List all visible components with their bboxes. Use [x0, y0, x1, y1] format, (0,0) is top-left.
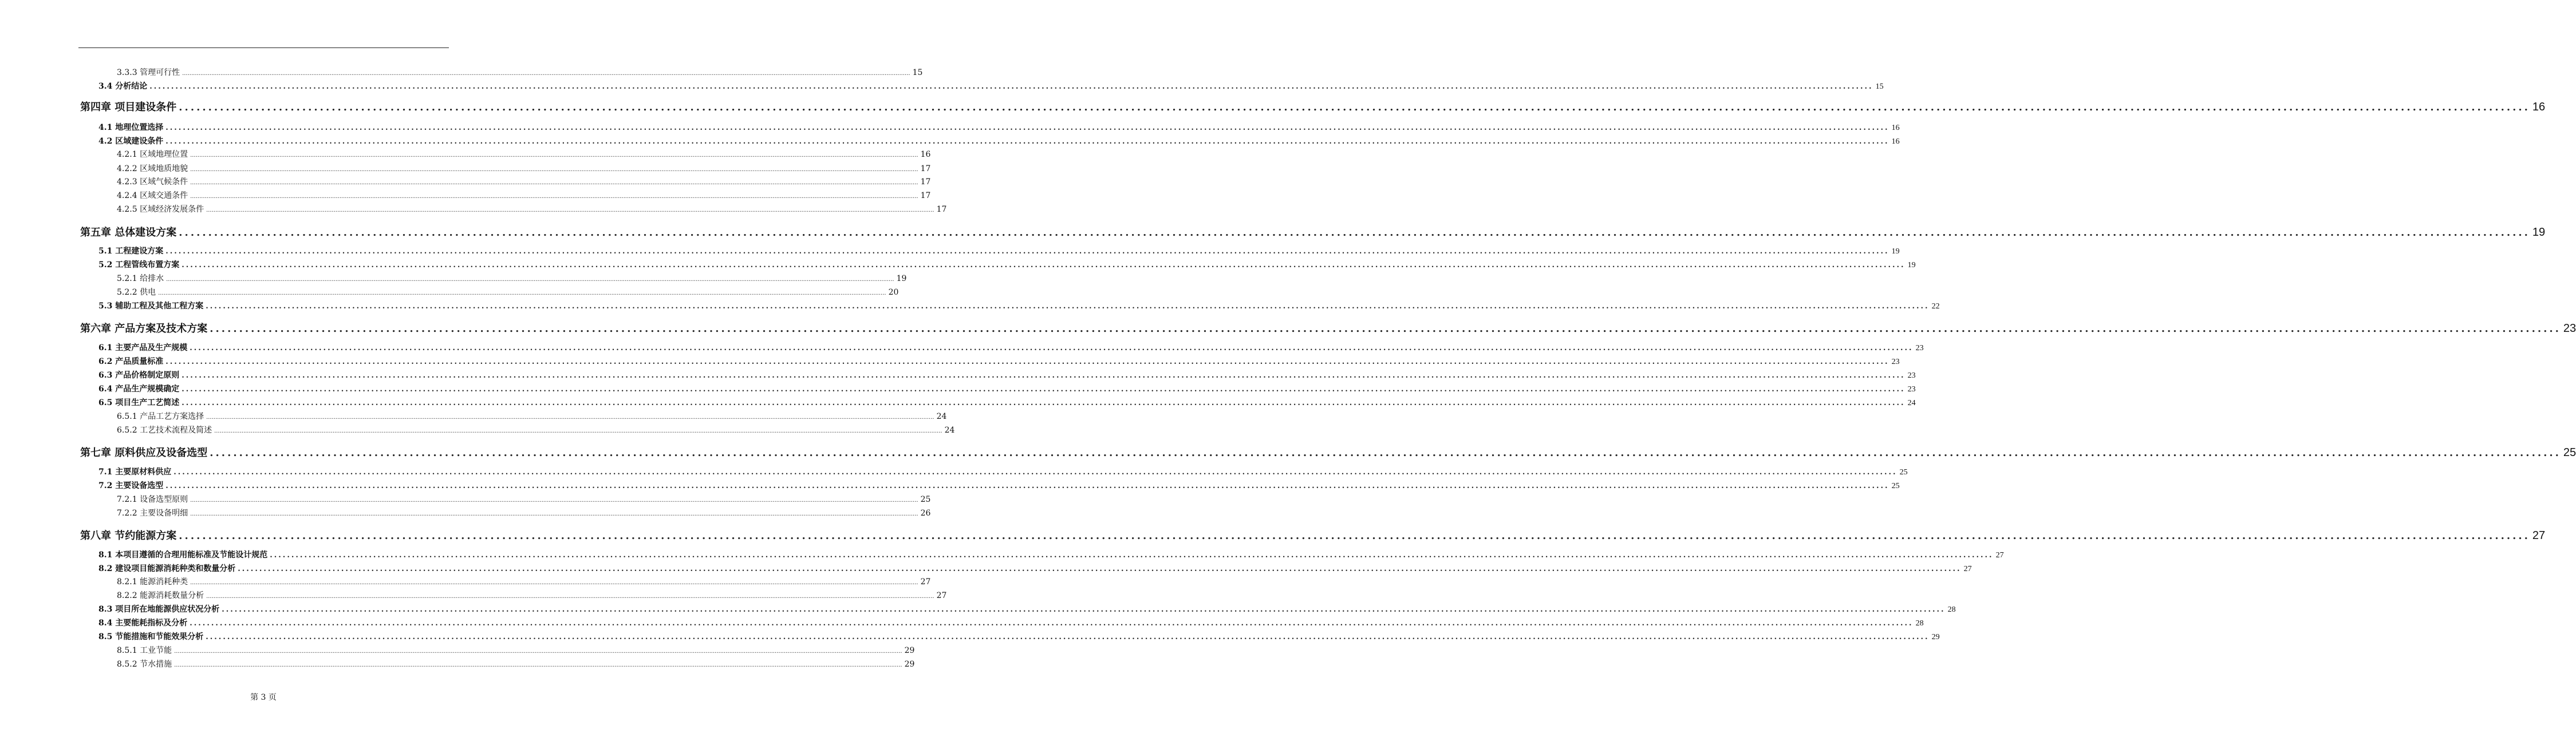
toc-subsection-entry[interactable]: [117, 644, 915, 656]
toc-entry-label: 5.3 辅助工程及其他工程方案: [98, 302, 204, 311]
toc-entry-label: 5.2 工程管线布置方案: [98, 260, 180, 270]
toc-section-entry[interactable]: [98, 369, 1916, 381]
toc-section-entry[interactable]: [98, 397, 1916, 408]
toc-leader-dots: ................................................................................................................................................................................................................................................................................................................................................................................................................: [165, 124, 1889, 132]
page-number: 第 3 页: [250, 693, 277, 702]
toc-leader-dots: ................................................................................................................................................................................................................................................................................................................................................................................................................: [165, 137, 1889, 146]
toc-entry-label: 8.2 建设项目能源消耗种类和数量分析: [98, 564, 236, 573]
toc-entry-label: 8.2.2 能源消耗数量分析: [117, 591, 204, 600]
toc-leader-dots: ................................................................................................................................................................................................................................................................................................................................................................................................................: [210, 323, 2561, 335]
toc-leader-dots: ................................................................................................................................................................................................................................................................................................................................................................................................................: [174, 662, 902, 668]
toc-entry-page: 27: [920, 577, 931, 587]
toc-leader-dots: ................................................................................................................................................................................................................................................................................................................................................................................................................: [173, 468, 1898, 477]
toc-subsection-entry[interactable]: [117, 410, 947, 422]
toc-entry-label: 6.5 项目生产工艺简述: [98, 398, 180, 407]
toc-entry-label: 8.5 节能措施和节能效果分析: [98, 632, 204, 641]
toc-section-entry[interactable]: [98, 603, 1956, 615]
toc-entry-label: 第七章 原料供应及设备选型: [80, 447, 208, 459]
toc-entry-page: 19: [2532, 226, 2546, 239]
toc-subsection-entry[interactable]: [117, 589, 947, 601]
toc-entry-page: 23: [1891, 358, 1900, 366]
toc-leader-dots: ................................................................................................................................................................................................................................................................................................................................................................................................................: [206, 593, 934, 600]
toc-leader-dots: ................................................................................................................................................................................................................................................................................................................................................................................................................: [165, 247, 1889, 256]
toc-section-entry[interactable]: [98, 466, 1908, 477]
toc-entry-label: 4.2 区域建设条件: [98, 137, 164, 146]
toc-entry-page: 22: [1931, 302, 1940, 311]
toc-subsection-entry[interactable]: [117, 576, 931, 587]
toc-subsection-entry[interactable]: [117, 163, 931, 174]
toc-section-entry[interactable]: [98, 121, 1900, 133]
toc-entry-label: 7.1 主要原材料供应: [98, 467, 172, 477]
toc-entry-page: 17: [920, 164, 931, 173]
toc-leader-dots: ................................................................................................................................................................................................................................................................................................................................................................................................................: [238, 565, 1962, 573]
toc-leader-dots: ................................................................................................................................................................................................................................................................................................................................................................................................................: [206, 633, 1930, 641]
toc-entry-label: 5.1 工程建设方案: [98, 247, 164, 256]
toc-chapter-entry[interactable]: [80, 445, 2576, 459]
toc-entry-label: 6.1 主要产品及生产规模: [98, 343, 188, 352]
toc-chapter-entry[interactable]: [80, 528, 2546, 542]
toc-entry-label: 7.2 主要设备选型: [98, 481, 164, 490]
toc-entry-page: 25: [2563, 446, 2576, 459]
toc-section-entry[interactable]: [98, 617, 1924, 628]
toc-leader-dots: ................................................................................................................................................................................................................................................................................................................................................................................................................: [190, 193, 918, 200]
toc-subsection-entry[interactable]: [117, 272, 907, 284]
toc-entry-page: 29: [904, 660, 915, 669]
toc-section-entry[interactable]: [98, 562, 1972, 574]
toc-entry-label: 第六章 产品方案及技术方案: [80, 323, 208, 335]
toc-entry-label: 6.5.1 产品工艺方案选择: [117, 412, 204, 421]
toc-entry-label: 7.2.1 设备选型原则: [117, 495, 188, 504]
toc-chapter-entry[interactable]: [80, 224, 2546, 239]
toc-entry-page: 16: [920, 150, 931, 159]
toc-subsection-entry[interactable]: [117, 507, 931, 518]
toc-leader-dots: ................................................................................................................................................................................................................................................................................................................................................................................................................: [270, 551, 1994, 560]
toc-entry-label: 7.2.2 主要设备明细: [117, 509, 188, 518]
toc-entry-label: 4.2.1 区域地理位置: [117, 150, 188, 159]
toc-leader-dots: ................................................................................................................................................................................................................................................................................................................................................................................................................: [174, 648, 902, 655]
toc-entry-label: 4.2.2 区域地质地貌: [117, 164, 188, 173]
toc-entry-label: 8.5.1 工业节能: [117, 646, 172, 655]
toc-entry-page: 28: [1947, 605, 1956, 614]
toc-section-entry[interactable]: [98, 355, 1900, 367]
toc-entry-page: 23: [1907, 371, 1916, 380]
toc-entry-page: 16: [1891, 137, 1900, 146]
toc-entry-page: 27: [1995, 551, 2004, 560]
toc-leader-dots: ................................................................................................................................................................................................................................................................................................................................................................................................................: [222, 605, 1946, 614]
toc-leader-dots: ................................................................................................................................................................................................................................................................................................................................................................................................................: [190, 344, 1914, 352]
toc-chapter-entry[interactable]: [80, 99, 2546, 114]
toc-leader-dots: ................................................................................................................................................................................................................................................................................................................................................................................................................: [165, 482, 1889, 490]
toc-section-entry[interactable]: [98, 135, 1900, 146]
toc-leader-dots: ................................................................................................................................................................................................................................................................................................................................................................................................................: [149, 82, 1873, 91]
toc-entry-page: 16: [1891, 124, 1900, 132]
toc-subsection-entry[interactable]: [117, 66, 923, 78]
toc-entry-label: 3.4 分析结论: [98, 82, 148, 91]
toc-leader-dots: ................................................................................................................................................................................................................................................................................................................................................................................................................: [182, 70, 910, 77]
toc-leader-dots: ................................................................................................................................................................................................................................................................................................................................................................................................................: [206, 302, 1930, 311]
toc-entry-page: 23: [2563, 322, 2576, 335]
toc-entry-page: 16: [2532, 101, 2546, 113]
toc-subsection-entry[interactable]: [117, 189, 931, 201]
toc-entry-label: 4.2.3 区域气候条件: [117, 177, 188, 187]
toc-entry-label: 第八章 节约能源方案: [80, 530, 177, 542]
toc-entry-page: 19: [1891, 247, 1900, 256]
toc-entry-label: 8.2.1 能源消耗种类: [117, 577, 188, 587]
toc-entry-page: 29: [904, 646, 915, 655]
toc-entry-label: 第五章 总体建设方案: [80, 227, 177, 239]
toc-section-entry[interactable]: [98, 480, 1900, 491]
toc-entry-label: 8.4 主要能耗指标及分析: [98, 619, 188, 628]
toc-entry-page: 17: [936, 205, 947, 214]
toc-entry-label: 6.3 产品价格制定原则: [98, 371, 180, 380]
toc-leader-dots: ................................................................................................................................................................................................................................................................................................................................................................................................................: [165, 358, 1889, 366]
toc-section-entry[interactable]: [98, 383, 1916, 394]
toc-leader-dots: ................................................................................................................................................................................................................................................................................................................................................................................................................: [179, 530, 2530, 542]
toc-entry-page: 17: [920, 177, 931, 187]
toc-chapter-entry[interactable]: [80, 320, 2576, 335]
toc-subsection-entry[interactable]: [117, 424, 955, 435]
toc-entry-label: 8.5.2 节水措施: [117, 660, 172, 669]
toc-leader-dots: ................................................................................................................................................................................................................................................................................................................................................................................................................: [190, 580, 918, 586]
toc-subsection-entry[interactable]: [117, 203, 947, 215]
toc-entry-page: 28: [1915, 619, 1924, 628]
toc-leader-dots: ................................................................................................................................................................................................................................................................................................................................................................................................................: [182, 399, 1906, 407]
toc-section-entry[interactable]: [98, 80, 1884, 92]
toc-entry-label: 5.2.1 给排水: [117, 274, 164, 283]
toc-entry-label: 3.3.3 管理可行性: [117, 68, 180, 77]
toc-entry-page: 27: [1963, 565, 1972, 573]
toc-section-entry[interactable]: [98, 245, 1900, 256]
toc-section-entry[interactable]: [98, 549, 2004, 560]
toc-entry-page: 26: [920, 509, 931, 518]
toc-subsection-entry[interactable]: [117, 493, 931, 505]
toc-entry-label: 5.2.2 供电: [117, 288, 156, 297]
toc-leader-dots: ................................................................................................................................................................................................................................................................................................................................................................................................................: [182, 385, 1906, 394]
toc-subsection-entry[interactable]: [117, 176, 931, 187]
toc-entry-page: 20: [888, 288, 899, 297]
toc-subsection-entry[interactable]: [117, 286, 899, 298]
toc-subsection-entry[interactable]: [117, 658, 915, 669]
toc-section-entry[interactable]: [98, 342, 1924, 353]
toc-entry-page: 25: [1891, 482, 1900, 490]
toc-entry-page: 24: [944, 426, 955, 435]
toc-entry-page: 15: [912, 68, 923, 77]
toc-leader-dots: ................................................................................................................................................................................................................................................................................................................................................................................................................: [190, 152, 918, 158]
toc-entry-page: 27: [2532, 529, 2546, 542]
toc-entry-label: 8.3 项目所在地能源供应状况分析: [98, 605, 220, 614]
toc-leader-dots: ................................................................................................................................................................................................................................................................................................................................................................................................................: [190, 497, 918, 504]
toc-entry-page: 24: [936, 412, 947, 421]
toc-entry-label: 第四章 项目建设条件: [80, 101, 177, 113]
toc-entry-page: 27: [936, 591, 947, 600]
toc-entry-page: 29: [1931, 633, 1940, 641]
header-rule: [78, 47, 449, 48]
toc-leader-dots: ................................................................................................................................................................................................................................................................................................................................................................................................................: [179, 101, 2530, 113]
toc-entry-label: 6.2 产品质量标准: [98, 357, 164, 366]
toc-leader-dots: ................................................................................................................................................................................................................................................................................................................................................................................................................: [190, 180, 918, 186]
toc-entry-page: 24: [1907, 399, 1916, 407]
toc-entry-label: 4.2.5 区域经济发展条件: [117, 205, 204, 214]
toc-entry-page: 23: [1915, 344, 1924, 352]
toc-section-entry[interactable]: [98, 631, 1940, 642]
toc-entry-label: 8.1 本项目遵循的合理用能标准及节能设计规范: [98, 550, 268, 560]
toc-entry-page: 25: [1899, 468, 1908, 477]
toc-leader-dots: ................................................................................................................................................................................................................................................................................................................................................................................................................: [190, 511, 918, 517]
toc-leader-dots: ................................................................................................................................................................................................................................................................................................................................................................................................................: [182, 371, 1906, 380]
toc-entry-label: 6.5.2 工艺技术流程及简述: [117, 426, 212, 435]
toc-leader-dots: ................................................................................................................................................................................................................................................................................................................................................................................................................: [182, 261, 1906, 270]
toc-leader-dots: ................................................................................................................................................................................................................................................................................................................................................................................................................: [206, 207, 934, 213]
toc-entry-label: 6.4 产品生产规模确定: [98, 385, 180, 394]
toc-leader-dots: ................................................................................................................................................................................................................................................................................................................................................................................................................: [166, 276, 894, 283]
toc-entry-page: 23: [1907, 385, 1916, 394]
toc-leader-dots: ................................................................................................................................................................................................................................................................................................................................................................................................................: [206, 414, 934, 421]
toc-leader-dots: ................................................................................................................................................................................................................................................................................................................................................................................................................: [210, 447, 2561, 459]
toc-entry-label: 4.2.4 区域交通条件: [117, 191, 188, 200]
toc-leader-dots: ................................................................................................................................................................................................................................................................................................................................................................................................................: [179, 227, 2530, 239]
toc-entry-page: 15: [1875, 82, 1884, 91]
toc-entry-page: 17: [920, 191, 931, 200]
toc-leader-dots: ................................................................................................................................................................................................................................................................................................................................................................................................................: [214, 428, 942, 434]
toc-leader-dots: ................................................................................................................................................................................................................................................................................................................................................................................................................: [190, 619, 1914, 628]
toc-entry-page: 25: [920, 495, 931, 504]
toc-entry-label: 4.1 地理位置选择: [98, 123, 164, 132]
toc-subsection-entry[interactable]: [117, 148, 931, 160]
toc-entry-page: 19: [1907, 261, 1916, 270]
toc-section-entry[interactable]: [98, 259, 1916, 270]
toc-entry-page: 19: [896, 274, 907, 283]
toc-leader-dots: ................................................................................................................................................................................................................................................................................................................................................................................................................: [158, 290, 886, 296]
toc-leader-dots: ................................................................................................................................................................................................................................................................................................................................................................................................................: [190, 167, 918, 173]
toc-section-entry[interactable]: [98, 300, 1940, 311]
